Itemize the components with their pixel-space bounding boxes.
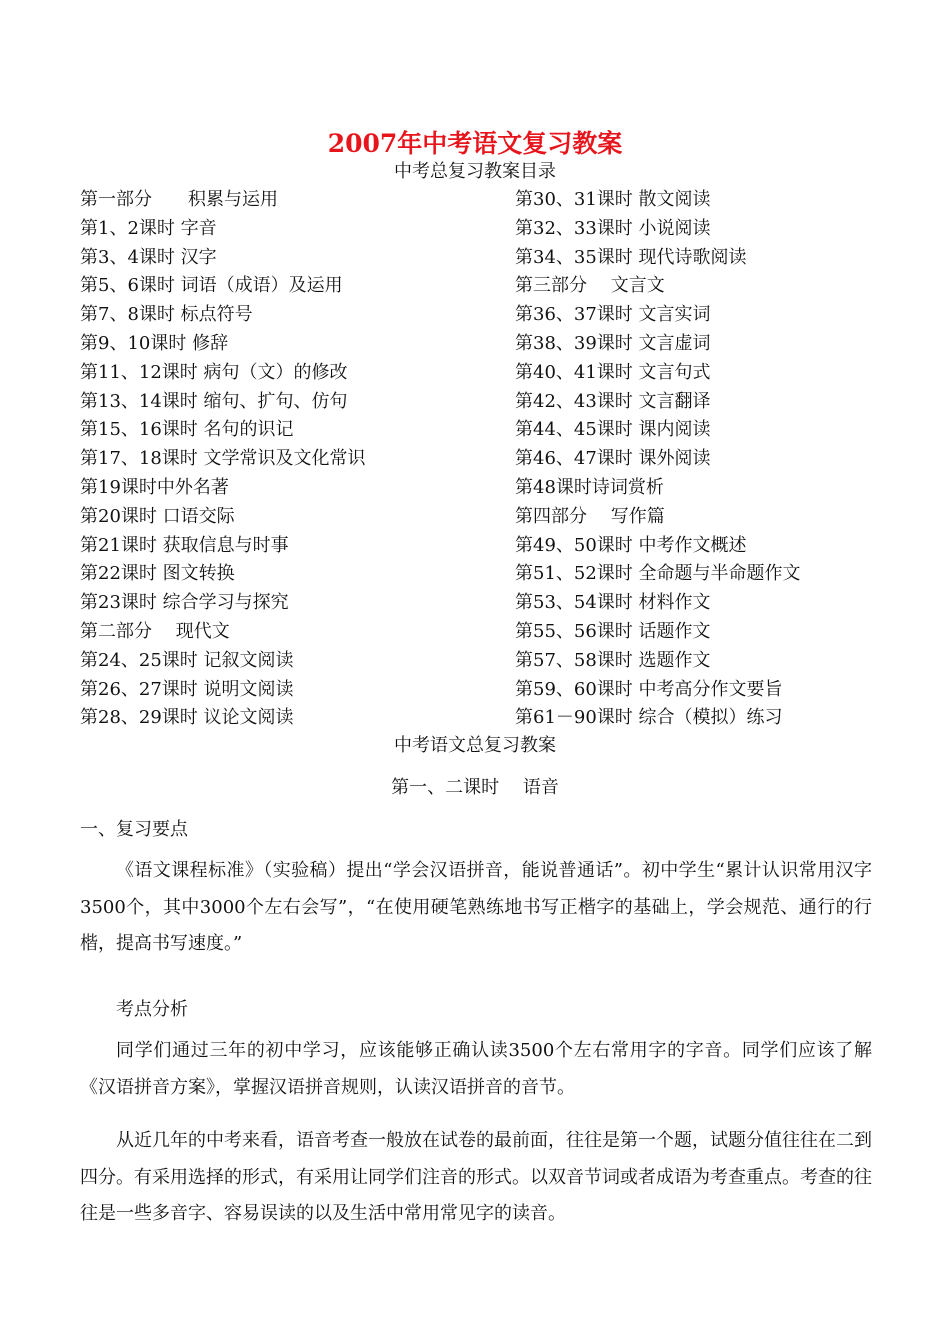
toc-item: 第二部分 现代文 [80,620,230,642]
toc-item: 第30、31课时 散文阅读 [515,189,711,210]
toc-item: 第四部分 写作篇 [515,505,665,527]
toc-item: 第5、6课时 词语（成语）及运用 [80,275,343,297]
toc-item: 第59、60课时 中考高分作文要旨 [515,678,783,700]
document-title: 2007年中考语文复习教案 [327,129,623,158]
toc-item: 第53、54课时 材料作文 [515,592,711,614]
toc-item: 第38、39课时 文言虚词 [515,332,711,354]
toc-item: 第20课时 口语交际 [80,505,235,527]
toc-item: 第36、37课时 文言实词 [515,304,711,326]
toc-item: 第9、10课时 修辞 [80,332,229,354]
section-title: 中考语文总复习教案 [394,735,556,756]
lesson-title: 第一、二课时 语音 [391,777,559,798]
toc-item: 第42、43课时 文言翻译 [515,390,711,412]
toc-left-column [80,186,500,733]
toc-item: 第23课时 综合学习与探究 [80,592,289,614]
toc-item: 第32、33课时 小说阅读 [515,217,711,239]
toc-item: 第15、16课时 名句的识记 [80,419,294,441]
toc-item: 第57、58课时 选题作文 [515,649,711,671]
body-paragraph: 《语文课程标准》（实验稿）提出“学会汉语拼音，能说普通话”。初中学生“累计认识常用汉字3500个，其中3000个左右会写”，“在使用硬笔熟练地书写正楷字的基础上，学会规范、通行的行楷，提高书写速度。” [80,860,872,955]
section-heading: 一、复习要点 [80,819,188,840]
toc-item: 第19课时中外名著 [80,476,229,498]
toc-item: 第28、29课时 议论文阅读 [80,707,294,729]
toc-item: 第17、18课时 文学常识及文化常识 [80,448,366,470]
toc-item: 第51、52课时 全命题与半命题作文 [515,563,801,585]
toc-item: 第55、56课时 话题作文 [515,620,711,642]
toc-item: 第61－90课时 综合（模拟）练习 [515,707,783,729]
sub-heading: 考点分析 [116,999,188,1020]
toc-item: 第11、12课时 病句（文）的修改 [80,361,348,383]
toc-heading: 中考总复习教案目录 [394,161,556,182]
toc-item: 第34、35课时 现代诗歌阅读 [515,246,747,268]
toc-item: 第21课时 获取信息与时事 [80,534,289,556]
toc-item: 第22课时 图文转换 [80,563,235,585]
toc-item: 第48课时诗词赏析 [515,476,664,498]
toc-item: 第13、14课时 缩句、扩句、仿句 [80,390,348,412]
toc-item: 第44、45课时 课内阅读 [515,419,711,441]
toc-item: 第49、50课时 中考作文概述 [515,534,747,556]
toc-item: 第7、8课时 标点符号 [80,304,253,326]
body-paragraph: 从近几年的中考来看，语音考查一般放在试卷的最前面，往往是第一个题，试题分值往往在二到四分。有采用选择的形式，有采用让同学们注音的形式。以双音节词或者成语为考查重点。考查的往往是一些多音字、容易误读的以及生活中常用常见字的读音。 [80,1130,872,1225]
toc-item: 第46、47课时 课外阅读 [515,448,711,470]
toc-item: 第一部分 积累与运用 [80,189,278,210]
toc-item: 第三部分 文言文 [515,275,665,297]
toc-right-column [515,186,915,733]
body-paragraph: 同学们通过三年的初中学习，应该能够正确认读3500个左右常用字的字音。同学们应该了解《汉语拼音方案》，掌握汉语拼音规则，认读汉语拼音的音节。 [80,1040,872,1098]
toc-item: 第26、27课时 说明文阅读 [80,678,294,700]
toc-item: 第24、25课时 记叙文阅读 [80,649,294,671]
toc-item: 第40、41课时 文言句式 [515,361,711,383]
toc-item: 第3、4课时 汉字 [80,246,217,268]
toc-item: 第1、2课时 字音 [80,217,217,239]
